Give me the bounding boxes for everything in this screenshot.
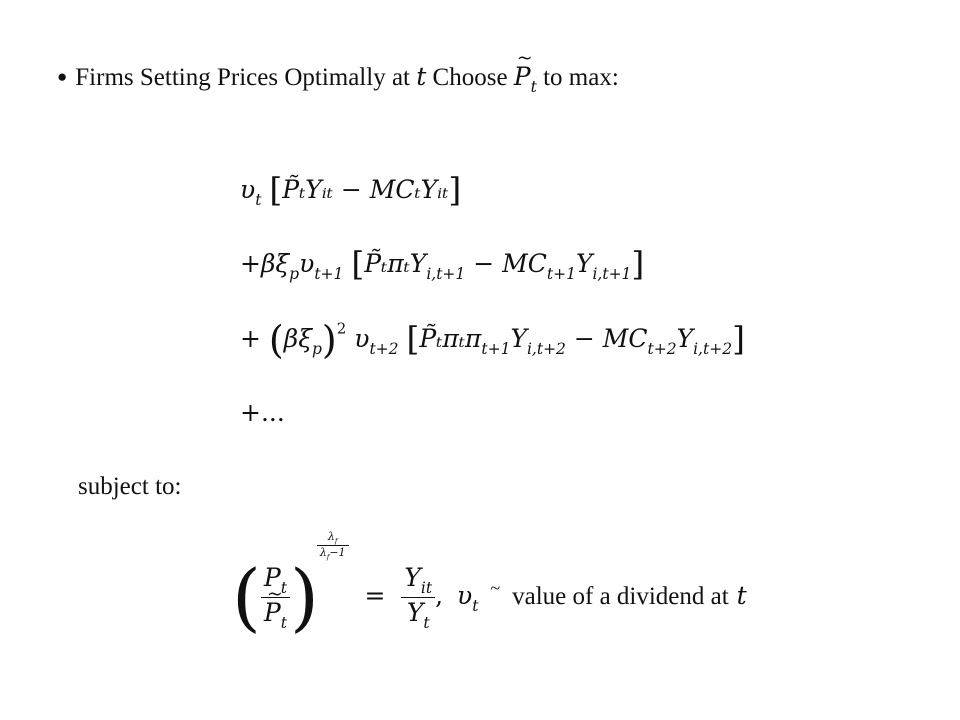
subject-to-label: subject to:	[78, 473, 182, 500]
dividend-description: value of a dividend at	[512, 583, 729, 611]
heading-text-1: Firms Setting Prices Optimally at	[75, 64, 410, 91]
objective-line-4: +...	[240, 398, 285, 427]
objective-line-3: + $(\beta\xi_p)^2$ $\upsilon_{t+2}$ $[P̃_t\pi_t\pi_{t+1}Y_{i,t+2} - MC_{t+2}Y_{i,t+2}]$	[240, 318, 745, 362]
price-ratio-fraction: $P_t$ ~ $P_t$	[261, 563, 290, 632]
objective-line-1: $\upsilon_t$ [P̃ₜYᵢₜ − MCₜYᵢₜ]	[240, 170, 462, 209]
output-ratio-fraction: $\frac{Y_{it}}{Y_t}$	[401, 563, 435, 632]
heading-text-3: to max:	[543, 64, 619, 91]
constraint-equation: ( $P_t$ ~ $P_t$ ) $\frac{\lambda_f}{\lambda_f-1}$ = $\frac{Y_{it}}{Y_t}$ , $\upsilon_t$ ~ value of a dividend at t	[232, 530, 747, 641]
objective-line-2: $+\beta\xi_p\upsilon_{t+1}$ [P̃ₜπₜY$_{i,t+1}$ − $MC_{t+1}Y_{i,t+1}$]	[240, 244, 645, 283]
exponent-fraction: $\frac{\lambda_f}{\lambda_f-1}$	[317, 530, 349, 561]
heading-p-tilde: ~ $P_t$	[514, 62, 537, 96]
heading-text-2: Choose	[432, 64, 508, 91]
bullet-icon: ●	[57, 67, 68, 86]
heading-t-symbol: t	[416, 62, 427, 91]
objective-line-1-content: P̃ₜYᵢₜ − MCₜYᵢₜ	[282, 175, 449, 204]
slide-heading	[57, 62, 619, 96]
